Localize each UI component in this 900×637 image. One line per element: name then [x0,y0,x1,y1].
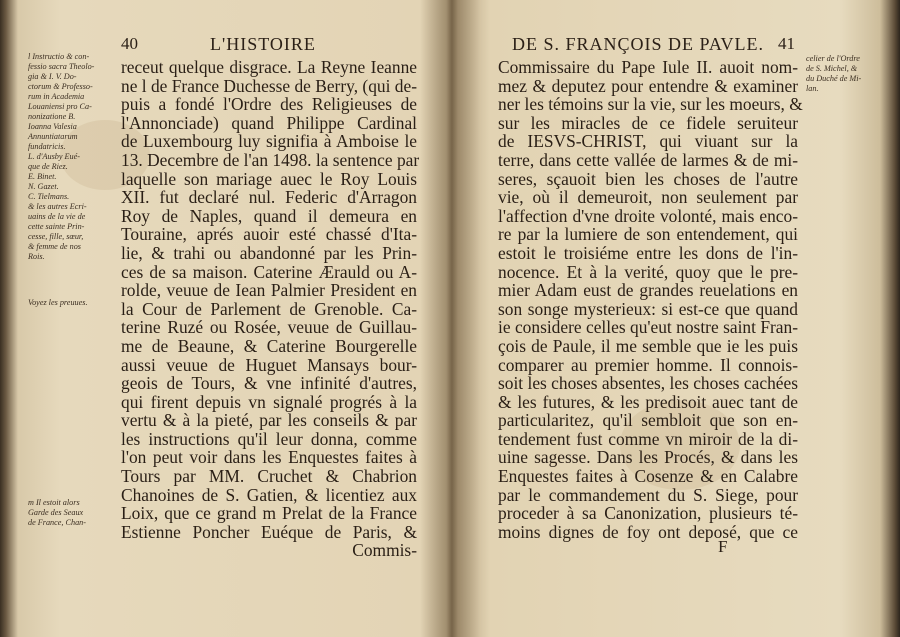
text-line: estoit le troisiéme entre les dons de l'in- [498,242,798,263]
text-line: la Cour de Parlement de Grenoble. Ca- [121,298,417,319]
text-line: de Luxembourg luy signifia à Amboise le [121,131,417,152]
margin-note-line: lan. [806,84,819,93]
text-line: puis a fondé l'Ordre des Religieuses de [121,94,417,115]
margin-note-line: nonizatione B. [28,112,76,121]
margin-note [806,54,892,94]
text-line: geois de Tours, & vne infinité d'autres, [121,373,417,394]
text-line: ner les témoins sur la vie, sur les moeurs, & [498,94,803,115]
page-number: 40 [121,34,138,53]
text-line: vie, où il demeuroit, non seulement par [498,187,798,208]
text-line: lie, & trahi ou abandonné par les Prin- [121,242,417,263]
margin-note-line: Rois. [28,252,45,261]
text-line: son songe mysterieux: si est-ce que quand [498,298,798,319]
text-line: Tours par MM. Cruchet & Chabrion [121,466,417,487]
text-line: Loix, que ce grand m Prelat de la France [121,503,417,524]
text-line: l'on peut voir dans les Enquestes faites à [121,447,417,468]
text-line: les instructions qu'il leur donna, comme [121,428,417,449]
margin-note-line: de France, Chan- [28,518,86,527]
text-line: nocence. Et à la verité, quoy que le pre- [498,261,798,282]
text-line: rolde, veuue de Iean Palmier President en [121,280,417,301]
body-text [121,57,420,561]
text-line: tendement fust comme vn miroir de la di- [498,428,798,449]
margin-note-line: l Instructio & con- [28,52,90,61]
text-line: Enquestes faites à Cosenze & en Calabre [498,466,798,487]
margin-note-line: du Duché de Mi- [806,74,862,83]
text-line: qui firent depuis vn signalé progrés à la [121,391,417,412]
text-line: ces de sa maison. Caterine Ærauld ou A- [121,261,417,282]
running-head: DE S. FRANÇOIS DE PAVLE. [512,34,765,54]
text-line: Roy de Naples, quand il demeura en [121,205,417,226]
text-line: Commissaire du Pape Iule II. auoit nom- [498,57,798,77]
text-line: 13. Decembre de l'an 1498. la sentence par [121,149,420,170]
text-line: l'affection d'vne droite volonté, mais enco- [498,205,798,226]
margin-note [28,298,116,308]
text-line: aussi veuue de Huguet Mansays bour- [121,354,417,375]
margin-note-line: cette sainte Prin- [28,222,85,231]
margin-note-line: Voyez les preuues. [28,298,88,307]
text-line: terre, dans cette vallée de larmes & de mi- [498,149,798,170]
margin-note-line: uains de la vie de [28,212,86,221]
text-line: vertu & à la pieté, par les conseils & par [121,410,417,431]
margin-note-line: Ioanna Valesia [28,122,77,131]
margin-note-line: C. Tielmans. [28,192,70,201]
text-line: receut quelque disgrace. La Reyne Ieanne [121,57,417,77]
text-line: me de Beaune, & Caterine Bourgerelle [121,335,417,356]
margin-note-line: gia & I. V. Do- [28,72,77,81]
text-line: çois de Paule, il me semble que ie les puis [498,335,798,356]
margin-note-line: E. Binet. [28,172,57,181]
text-line: XII. fut declaré nul. Federic d'Arragon [121,187,417,208]
text-line: re par la lumiere de son entendement, qui [498,224,798,245]
body-text [498,57,803,542]
text-line: mier Adam eust de grandes reuelations en [498,280,798,301]
text-line: seres, sçauoit bien les choses de l'autre [498,168,798,189]
margin-note-line: m Il estoit alors [28,498,80,507]
right-page [452,0,900,637]
text-line: & les futures, & les predisoit auec tant de [498,391,798,412]
margin-note-line: N. Gazet. [28,182,59,191]
margin-note-line: de S. Michel, & [806,64,858,73]
text-line: Estienne Poncher Euéque de Paris, & [121,521,417,542]
text-line: Touraine, aprés auoir esté chassé d'Ita- [121,224,417,245]
text-line: ne l de France Duchesse de Berry, (qui de- [121,75,417,96]
margin-note-line: fessio sacra Theolo- [28,62,95,71]
catchword: Commis- [352,540,417,561]
text-line: proceder à sa Canonization, plusieurs té- [498,503,798,524]
text-line: uine sagesse. Dans les Procés, & dans les [498,447,798,468]
margin-note-line: cesse, fille, sœur, [28,232,84,241]
margin-note-line: & femme de nos [28,242,81,251]
text-line: particularitez, qu'il sembloit que son en- [498,410,798,431]
margin-note-line: fundatricis. [28,142,66,151]
text-line: moins dignes de foy ont deposé, que ce [498,521,798,542]
text-line: l'Annonciade) quand Philippe Cardinal [121,112,417,133]
margin-note-line: celier de l'Ordre [806,54,860,63]
margin-note [28,498,116,528]
margin-note-line: rum in Academia [28,92,85,101]
signature-mark: F [718,537,728,556]
margin-note-line: & les autres Ecri- [28,202,87,211]
text-line: laquelle son mariage auec le Roy Louis [121,168,417,189]
text-line: par le commandement du S. Siege, pour [498,484,798,505]
margin-note-line: que de Riez. [28,162,68,171]
margin-note-line: Garde des Seaux [28,508,84,517]
text-line: sur les miracles de ce fidele seruiteur [498,112,798,133]
margin-note [28,52,116,262]
text-line: terine Ruzé ou Rosée, veuue de Guillau- [121,317,417,338]
text-line: de IESVS-CHRIST, qui viuant sur la [498,131,798,152]
margin-note-line: ctorum & Professo- [28,82,93,91]
margin-note-line: Louaniensi pro Ca- [28,102,92,111]
text-line: ie considere celles qu'eut nostre saint Fran- [498,317,798,338]
text-line: Chanoines de S. Gatien, & licentiez aux [121,484,417,505]
margin-note-line: Annuntiatarum [28,132,78,141]
text-line: mez & deputez pour entendre & examiner [498,75,798,96]
text-line: soit les choses absentes, les choses cachées [498,373,798,394]
running-head: L'HISTOIRE [210,34,316,54]
text-line: comparer au premier homme. Il connois- [498,354,798,375]
page-number: 41 [778,34,795,53]
margin-note-line: L. d'Ausby Eué- [28,152,81,161]
